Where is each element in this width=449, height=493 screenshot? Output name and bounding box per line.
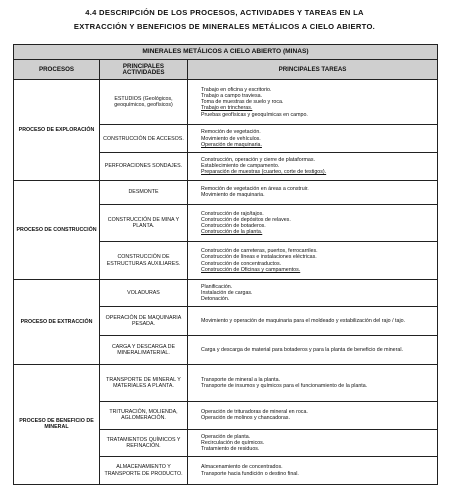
header-actividades: PRINCIPALES ACTIVIDADES [100, 60, 188, 80]
task-item: • Recirculación de químicos. [201, 440, 435, 446]
task-item: • Construcción de Oficinas y campamentos. [201, 267, 435, 273]
task-item: • Planificación. [201, 284, 435, 290]
task-item: • Trabajo en oficina y escritorio. [201, 87, 435, 93]
task-item: • Trabajo en trincheras. [201, 105, 435, 111]
task-item: • Preparación de muestras (cuarteo, corte de testigos). [201, 169, 435, 175]
tasks-cell [188, 429, 438, 457]
task-item: • Movimiento de vehículos. [201, 136, 435, 142]
process-cell: PROCESO DE CONSTRUCCIÓN [14, 180, 100, 279]
task-item: • Construcción, operación y cierre de plataformas. [201, 157, 435, 163]
task-item: • Movimiento de maquinaria. [201, 192, 435, 198]
activity-cell: CONSTRUCCIÓN DE ACCESOS. [100, 125, 188, 153]
header-tareas: PRINCIPALES TAREAS [188, 60, 438, 80]
activity-cell: ALMACENAMIENTO Y TRANSPORTE DE PRODUCTO. [100, 457, 188, 485]
task-item: • Construcción de botaderos. [201, 223, 435, 229]
processes-table [13, 44, 438, 485]
task-item: • Almacenamiento de concentrados. [201, 464, 435, 470]
task-item: • Movimiento y operación de maquinaria para el moldeado y estabilización del rajo / tajo. [201, 318, 435, 324]
activity-cell: TRANSPORTE DE MINERAL Y MATERIALES A PLANTA. [100, 364, 188, 401]
document-heading [0, 6, 449, 34]
task-item: • Construcción de concentraductos. [201, 261, 435, 267]
tasks-cell [188, 80, 438, 125]
task-item: • Construcción de líneas e instalaciones eléctricas. [201, 254, 435, 260]
tasks-cell [188, 364, 438, 401]
tasks-cell [188, 307, 438, 336]
activity-cell: PERFORACIONES SONDAJES. [100, 153, 188, 181]
activity-cell: TRATAMIENTOS QUÍMICOS Y REFINACIÓN. [100, 429, 188, 457]
tasks-cell [188, 125, 438, 153]
activity-cell: ESTUDIOS (Geológicos, geoquímicos, geofísicos) [100, 80, 188, 125]
task-item: • Tratamiento de residuos. [201, 446, 435, 452]
tasks-cell [188, 180, 438, 204]
task-item: • Operación de planta. [201, 434, 435, 440]
table-title: MINERALES METÁLICOS A CIELO ABIERTO (MINAS) [14, 45, 438, 60]
header-procesos: PROCESOS [14, 60, 100, 80]
task-item: • Construcción de la planta. [201, 229, 435, 235]
task-item: • Carga y descarga de material para botaderos y para la planta de beneficio de mineral. [201, 347, 435, 353]
task-item: • Detonación. [201, 296, 435, 302]
task-item: • Operación de maquinaria. [201, 142, 435, 148]
activity-cell: CARGA Y DESCARGA DE MINERAL/MATERIAL. [100, 336, 188, 365]
activity-cell: CONSTRUCCIÓN DE ESTRUCTURAS AUXILIARES. [100, 242, 188, 279]
heading-line-1: 4.4 DESCRIPCIÓN DE LOS PROCESOS, ACTIVIDADES Y TAREAS EN LA [85, 8, 364, 17]
task-item: • Toma de muestras de suelo y roca. [201, 99, 435, 105]
task-item: • Remoción de vegetación en áreas a construir. [201, 186, 435, 192]
activity-cell: TRITURACIÓN, MOLIENDA, AGLOMERACIÓN. [100, 402, 188, 430]
task-item: • Transporte de mineral a la planta. [201, 377, 435, 383]
tasks-cell [188, 153, 438, 181]
process-cell: PROCESO DE BENEFICIO DE MINERAL [14, 364, 100, 484]
heading-line-2: EXTRACCIÓN Y BENEFICIOS DE MINERALES METÁLICOS A CIELO ABIERTO. [73, 22, 376, 31]
task-item: • Construcción de depósitos de relaves. [201, 217, 435, 223]
process-cell: PROCESO DE EXTRACCIÓN [14, 279, 100, 364]
task-item: • Operación de trituradoras de mineral en roca. [201, 409, 435, 415]
tasks-cell [188, 336, 438, 365]
task-item: • Operación de molinos y chancadoras. [201, 415, 435, 421]
task-item: • Instalación de cargas. [201, 290, 435, 296]
task-item: • Transporte hacia fundición o destino final. [201, 471, 435, 477]
task-item: • Establecimiento de campamento. [201, 163, 435, 169]
activity-cell: CONSTRUCCIÓN DE MINA Y PLANTA. [100, 204, 188, 241]
activity-cell: VOLADURAS [100, 279, 188, 307]
activity-cell: DESMONTE [100, 180, 188, 204]
tasks-cell [188, 279, 438, 307]
tasks-cell [188, 204, 438, 241]
task-item: • Transporte de insumos y químicos para el funcionamiento de la planta. [201, 383, 435, 389]
task-item: • Remoción de vegetación. [201, 129, 435, 135]
activity-cell: OPERACIÓN DE MAQUINARIA PESADA. [100, 307, 188, 336]
process-cell: PROCESO DE EXPLORACIÓN [14, 80, 100, 180]
task-item: • Construcción de carreteras, puertos, ferrocarriles. [201, 248, 435, 254]
tasks-cell [188, 242, 438, 279]
task-item: • Trabajo a campo traviesa. [201, 93, 435, 99]
task-item: • Construcción de rajo/tajos. [201, 211, 435, 217]
task-item: • Pruebas geofísicas y geoquímicas en campo. [201, 112, 435, 118]
tasks-cell [188, 402, 438, 430]
tasks-cell [188, 457, 438, 485]
